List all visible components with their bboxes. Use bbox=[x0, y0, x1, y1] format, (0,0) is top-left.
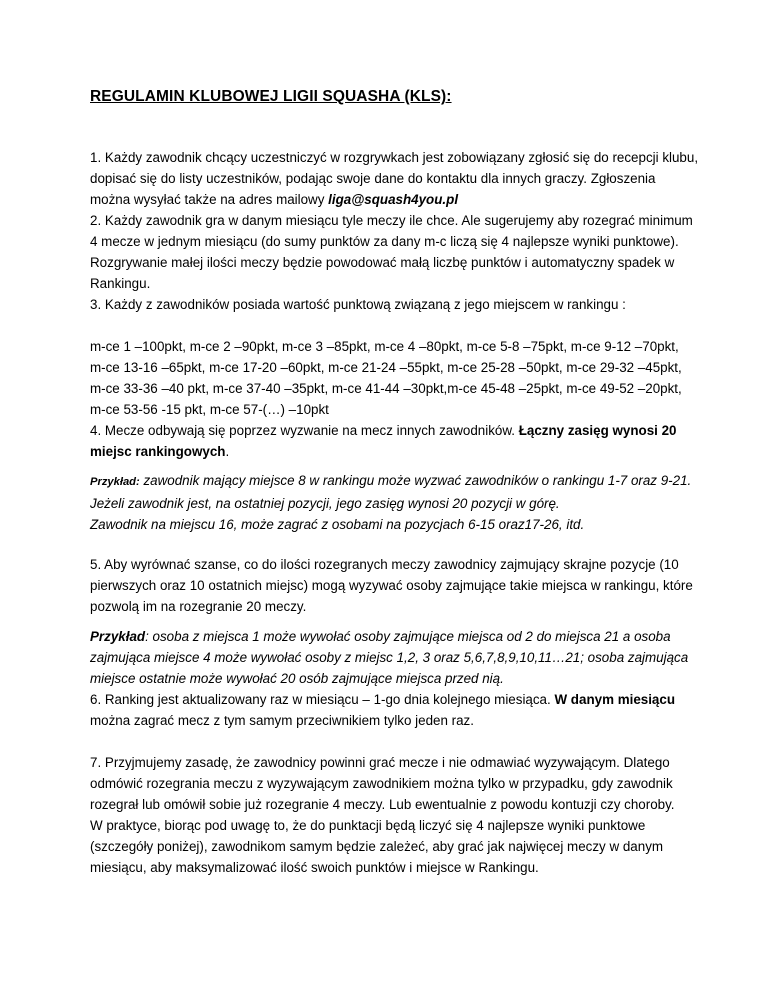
paragraph-text: 4. Mecze odbywają się poprzez wyzwanie na mecz innych zawodników. bbox=[90, 423, 519, 438]
example-label: Przykład bbox=[90, 629, 146, 644]
paragraph-line: 1. Każdy zawodnik chcący uczestniczyć w rozgrywkach jest zobowiązany zgłosić się do recepcji klubu, bbox=[90, 150, 699, 165]
paragraph-line: W praktyce, biorąc pod uwagę to, że do punktacji będą liczyć się 4 najlepsze wyniki punktowe bbox=[90, 818, 646, 833]
paragraph-line: odmówić rozegrania meczu z wyzywającym zawodnikiem można tylko w przypadku, gdy zawodnik bbox=[90, 776, 673, 791]
points-line: m-ce 13-16 –65pkt, m-ce 17-20 –60pkt, m-ce 21-24 –55pkt, m-ce 25-28 –50pkt, m-ce 29-32 –45pkt, bbox=[90, 360, 682, 375]
paragraph-line: 5. Aby wyrównać szanse, co do ilości rozegranych meczy zawodnicy zajmujący skrajne pozycje (10 bbox=[90, 557, 679, 572]
paragraph-line: 4 mecze w jednym miesiącu (do sumy punktów za dany m-c liczą się 4 najlepsze wyniki punktowe). bbox=[90, 234, 679, 249]
example-text: : osoba z miejsca 1 może wywołać osoby zajmujące miejsca od 2 do miejsca 21 a osoba bbox=[145, 629, 671, 644]
paragraph-line: pierwszych oraz 10 ostatnich miejsc) mogą wyzywać osoby zajmujące takie miejsca w rankingu, które bbox=[90, 578, 693, 593]
email-address: liga@squash4you.pl bbox=[328, 192, 459, 207]
paragraph-8 bbox=[90, 815, 682, 878]
paragraph-5 bbox=[90, 554, 693, 617]
paragraph-text: 6. Ranking jest aktualizowany raz w miesiącu – 1-go dnia kolejnego miesiąca. bbox=[90, 692, 555, 707]
paragraph-line bbox=[90, 189, 682, 210]
paragraph-2 bbox=[90, 210, 693, 294]
paragraph-line: miesiącu, aby maksymalizować ilość swoich punktów i miejsce w Rankingu. bbox=[90, 860, 539, 875]
points-line: m-ce 1 –100pkt, m-ce 2 –90pkt, m-ce 3 –85pkt, m-ce 4 –80pkt, m-ce 5-8 –75pkt, m-ce 9-12 –70pkt, bbox=[90, 339, 679, 354]
paragraph-line: dopisać się do listy uczestników, podając swoje dane do kontaktu dla innych graczy. Zgłoszenia bbox=[90, 171, 656, 186]
example-line: Jeżeli zawodnik jest, na ostatniej pozycji, jego zasięg wynosi 20 pozycji w górę. bbox=[90, 496, 560, 511]
example-text: zawodnik mający miejsce 8 w rankingu może wyzwać zawodników o rankingu 1-7 oraz 9-21. bbox=[139, 473, 692, 488]
paragraph-line: 2. Każdy zawodnik gra w danym miesiącu tyle meczy ile chce. Ale sugerujemy aby rozegrać minimum bbox=[90, 213, 693, 228]
paragraph-text: można wysyłać także na adres mailowy bbox=[90, 192, 329, 207]
bold-text: Łączny zasięg wynosi 20 bbox=[518, 423, 677, 438]
paragraph-4 bbox=[90, 420, 682, 462]
paragraph-1 bbox=[90, 147, 699, 210]
example-line: zajmująca miejsce 4 może wywołać osoby z miejsc 1,2, 3 oraz 5,6,7,8,9,10,11…21; osoba zajmująca bbox=[90, 650, 689, 665]
paragraph-7 bbox=[90, 752, 682, 815]
paragraph-line bbox=[90, 689, 682, 710]
paragraph-line: 3. Każdy z zawodników posiada wartość punktową związaną z jego miejscem w rankingu : bbox=[90, 297, 626, 312]
paragraph-text: . bbox=[225, 444, 230, 459]
example-line bbox=[90, 470, 692, 493]
paragraph-6 bbox=[90, 689, 682, 731]
paragraph-line: Rozgrywanie małej ilości meczy będzie powodować małą liczbę punktów i automatyczny spadek w bbox=[90, 255, 675, 270]
example-1 bbox=[90, 470, 692, 535]
paragraph-line: 7. Przyjmujemy zasadę, że zawodnicy powinni grać mecze i nie odmawiać wyzywającym. Dlatego bbox=[90, 755, 670, 770]
paragraph-line bbox=[90, 441, 682, 462]
paragraph-line: Rankingu. bbox=[90, 276, 151, 291]
example-line bbox=[90, 626, 682, 647]
points-line: m-ce 33-36 –40 pkt, m-ce 37-40 –35pkt, m-ce 41-44 –30pkt,m-ce 45-48 –25pkt, m-ce 49-52 –20pkt, bbox=[90, 381, 682, 396]
points-line: m-ce 53-56 -15 pkt, m-ce 57-(…) –10pkt bbox=[90, 402, 329, 417]
bold-text: W danym miesiącu bbox=[554, 692, 676, 707]
paragraph-line: pozwolą im na rozegranie 20 meczy. bbox=[90, 599, 307, 614]
example-line: miejsce ostatnie może wywołać 20 osób zajmujące miejsca przed nią. bbox=[90, 671, 504, 686]
paragraph-line: (szczegóły poniżej), zawodnikom samym będzie zależeć, aby grać jak najwięcej meczy w danym bbox=[90, 839, 664, 854]
paragraph-line: można zagrać mecz z tym samym przeciwnikiem tylko jeden raz. bbox=[90, 713, 474, 728]
example-line: Zawodnik na miejscu 16, może zagrać z osobami na pozycjach 6-15 oraz17-26, itd. bbox=[90, 517, 585, 532]
paragraph-line bbox=[90, 420, 682, 441]
bold-text: miejsc rankingowych bbox=[90, 444, 226, 459]
points-list bbox=[90, 336, 682, 420]
paragraph-3 bbox=[90, 294, 682, 315]
document-title: REGULAMIN KLUBOWEJ LIGII SQUASHA (KLS): bbox=[90, 88, 452, 105]
paragraph-line: rozegrał lub omówił sobie już rozegranie 4 meczy. Lub ewentualnie z powodu kontuzji czy choroby. bbox=[90, 797, 675, 812]
example-2 bbox=[90, 626, 689, 689]
example-label: Przykład: bbox=[90, 476, 140, 488]
